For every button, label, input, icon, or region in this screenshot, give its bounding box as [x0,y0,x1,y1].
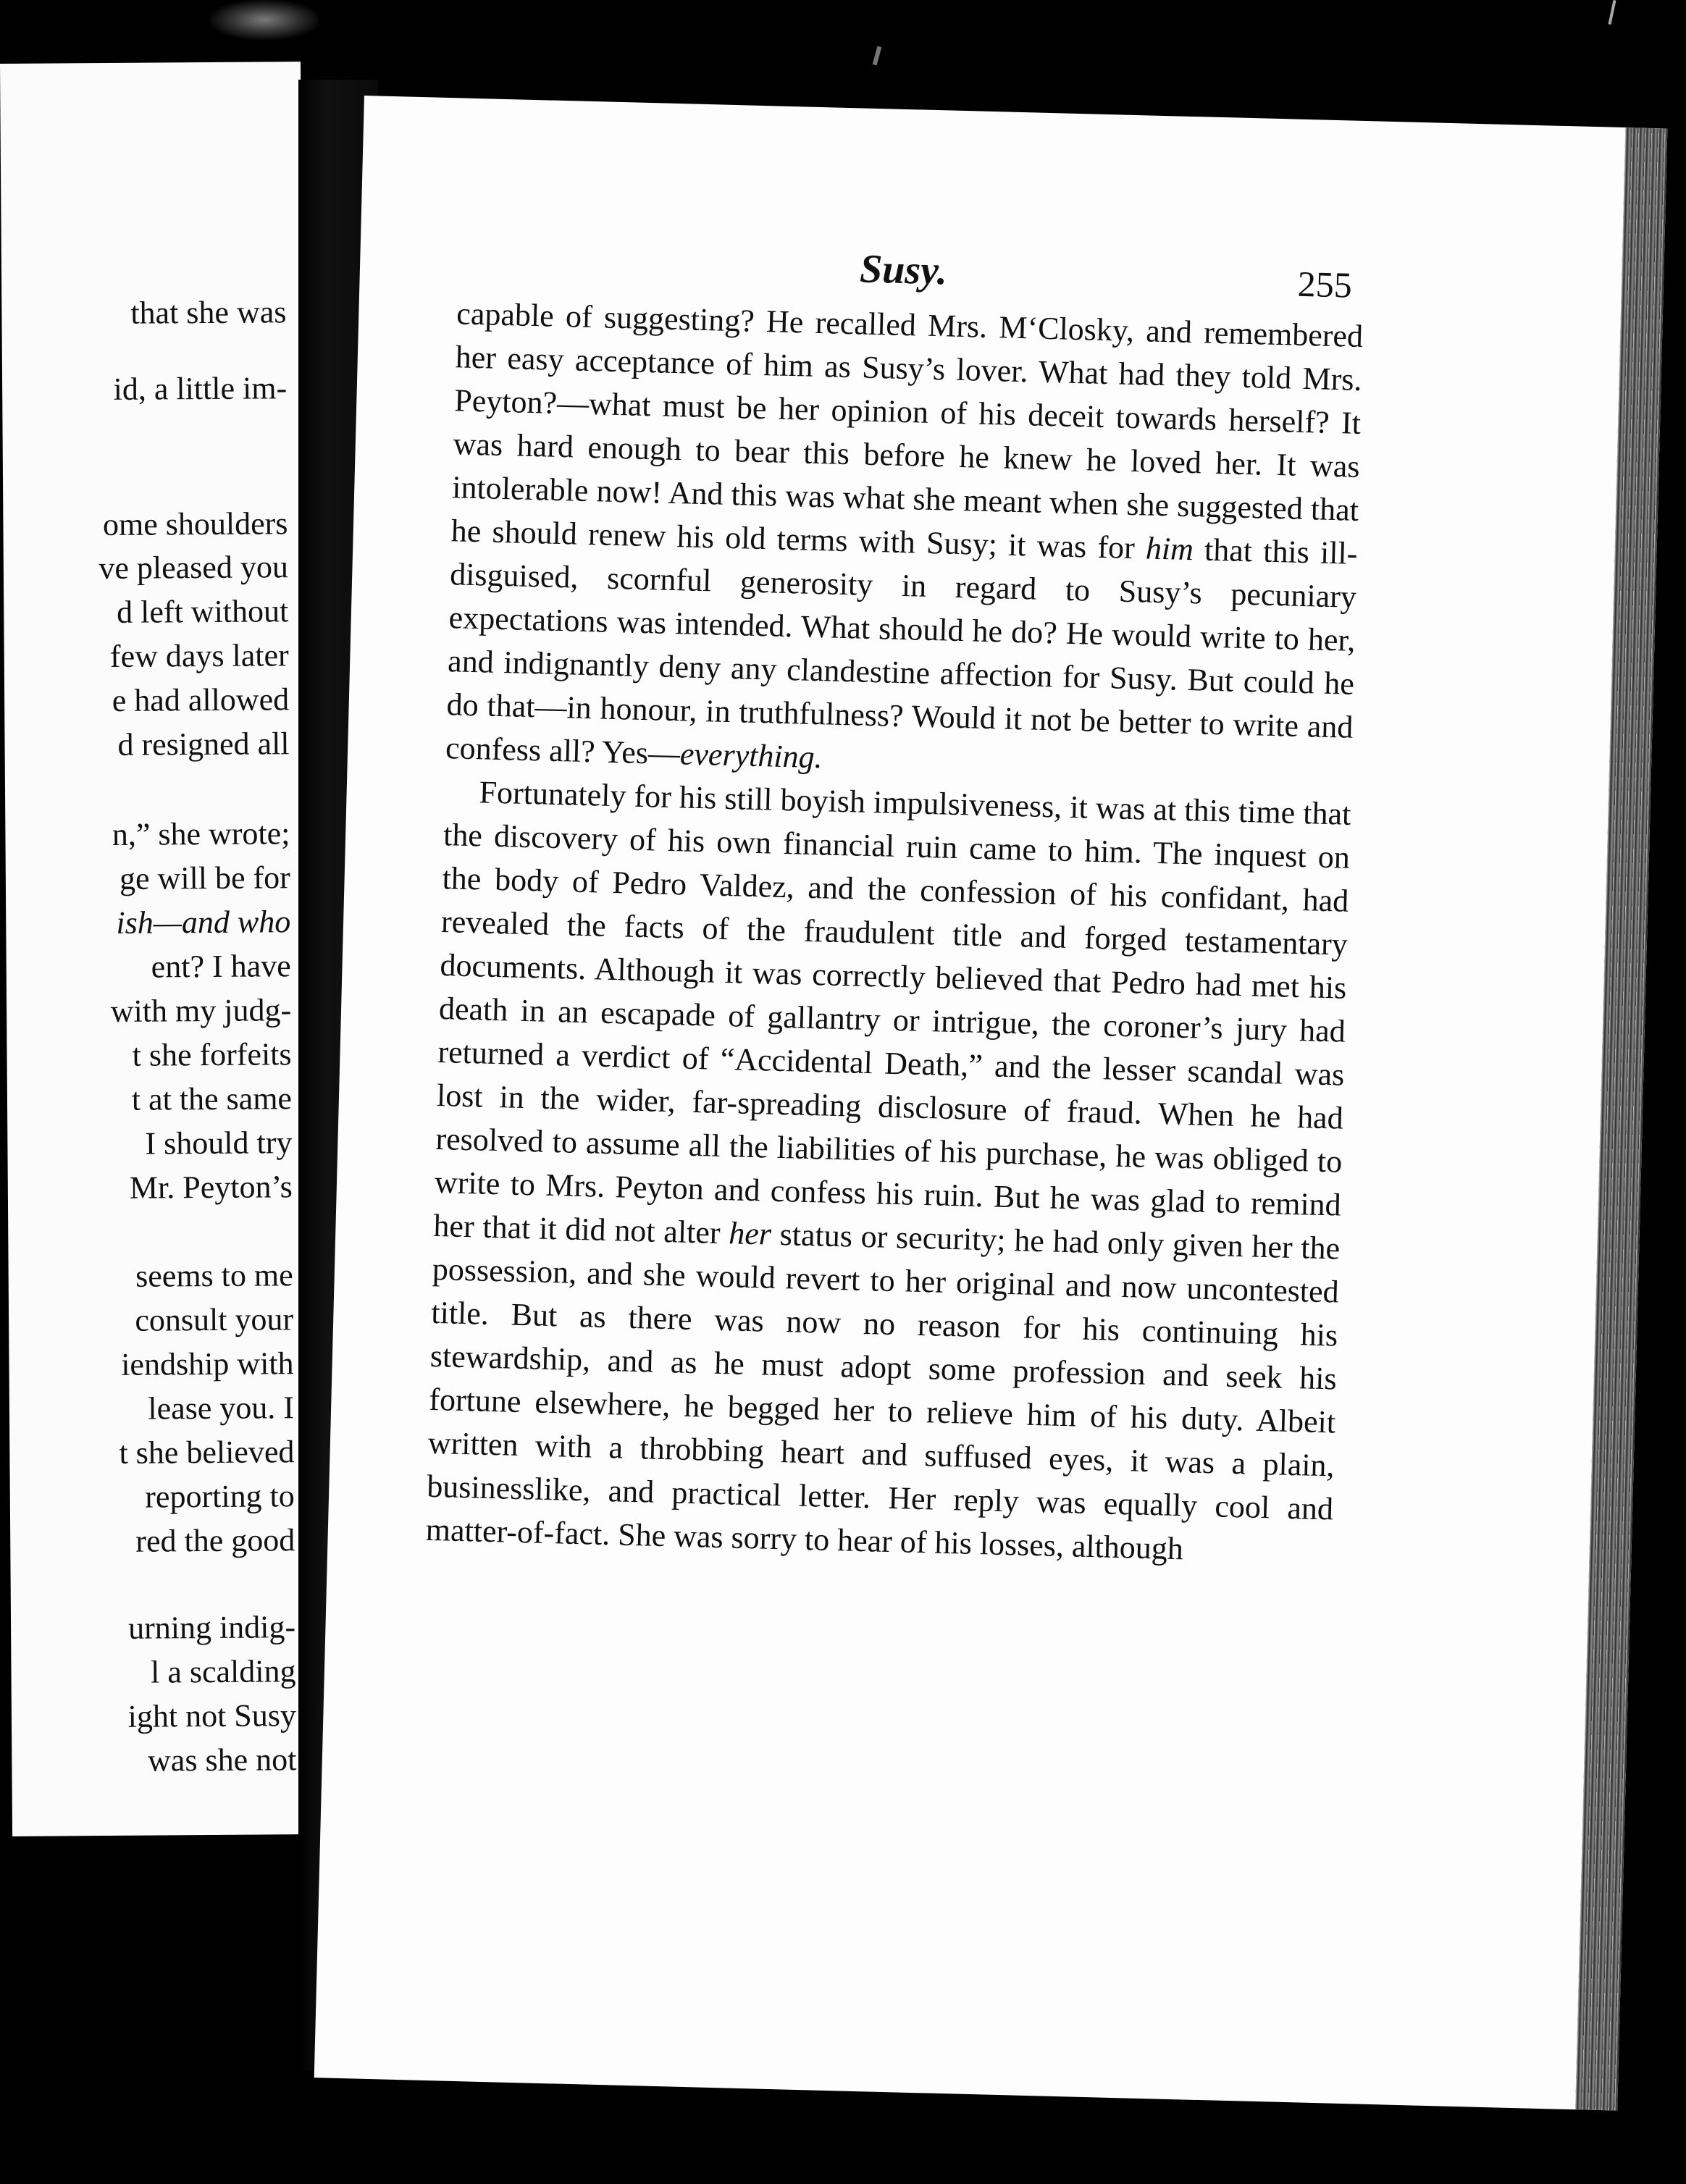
scan-tick-mark [873,46,882,66]
left-page-lines [0,62,297,1778]
body-text [425,292,1364,1574]
emphasis-text: her [728,1215,772,1252]
left-page-fragment [0,62,313,1836]
paragraph-text: capable of suggesting? He recalled Mrs. M‘Closky, and remembered her easy acceptance of him as Susy’s lover. What had they told Mrs. Peyton?—what must be her opinion of his deceit towards herself? It was hard enough to bear this before he knew he loved her. It was intolerable now! And this was what she meant when she suggested that he should renew his old terms with Susy; it was for [450,295,1364,566]
emphasis-text: everything. [679,736,823,776]
paragraph [445,292,1363,792]
left-line: iendship with [121,1345,294,1382]
paragraph-text: status or security; he had only given her the possession, and she would revert to her original and now uncontested title. But as there was now no reason for his continuing his stewardship, and as he must adopt some profession and seek his fortune elsewhere, he begged her to relieve him of his duty. Albeit written with a throbbing heart and suffused eyes, it was a plain, businesslike, and practical letter. Her reply was equally cool and matter-of-fact. She was sorry to hear of his losses, although [425,1216,1341,1567]
left-line: ve pleased you [98,549,289,587]
left-line: d resigned all [117,726,290,763]
left-line: consult your [135,1301,294,1338]
left-line: ish—and who [116,904,291,941]
left-line: ome shoulders [102,505,288,543]
left-line: red the good [135,1522,295,1559]
left-line: was she not [147,1742,297,1778]
left-line: t she forfeits [132,1036,292,1073]
left-line: I should try [145,1125,293,1162]
left-line: urning indig- [127,1609,296,1646]
emphasis-text: him [1145,530,1194,568]
page-edge-stack [1575,127,1667,2111]
paragraph [425,770,1351,1574]
left-line: ge will be for [119,860,291,896]
left-line: e had allowed [112,681,290,718]
left-line: few days later [109,637,289,674]
scan-smudge-mark [210,0,319,40]
left-line: id, a little im- [113,370,288,407]
left-line: d left without [117,593,289,630]
running-title: Susy. [859,246,948,294]
left-line: t at the same [131,1080,293,1117]
paragraph-text: that this ill-disguised, scornful generosity in regard to Susy’s pecuniary expectations was intended. What should he do? He would write to her, and indignantly deny any clandestine affection for Susy. But could he do that—in honour, in truthfulness? Would it not be better to write and confess all? Yes— [445,532,1359,772]
right-page [314,96,1668,2111]
left-line: that she was [130,294,287,331]
left-line: ight not Susy [127,1697,297,1734]
paragraph-text: Fortunately for his still boyish impulsiveness, it was at this time that the discovery of his own financial ruin came to him. The inquest on the body of Pedro Valdez, and the confession of his confidant, had revealed the facts of the fraudulent title and forged testamentary documents. Although it was correctly believed that Pedro had met his death in an escapade of gallantry or intrigue, the coroner’s jury had returned a verdict of “Accidental Death,” and the lesser scandal was lost in the wider, far-spreading disclosure of fraud. When he had resolved to assume all the liabilities of his purchase, he was obliged to write to Mrs. Peyton and confess his ruin. But he was glad to remind her that it did not alter [432,774,1351,1251]
left-line: seems to me [135,1257,293,1294]
left-line: n,” she wrote; [112,815,290,852]
left-line: t she believed [119,1434,295,1471]
left-line: ent? I have [151,948,291,985]
left-line: l a scalding [150,1653,296,1690]
left-line: lease you. I [148,1390,295,1427]
left-line: with my judg- [110,992,292,1029]
left-line: reporting to [145,1478,295,1515]
scan-slash-mark [1609,0,1616,25]
page-number: 255 [1297,263,1353,306]
left-line: Mr. Peyton’s [129,1169,293,1206]
